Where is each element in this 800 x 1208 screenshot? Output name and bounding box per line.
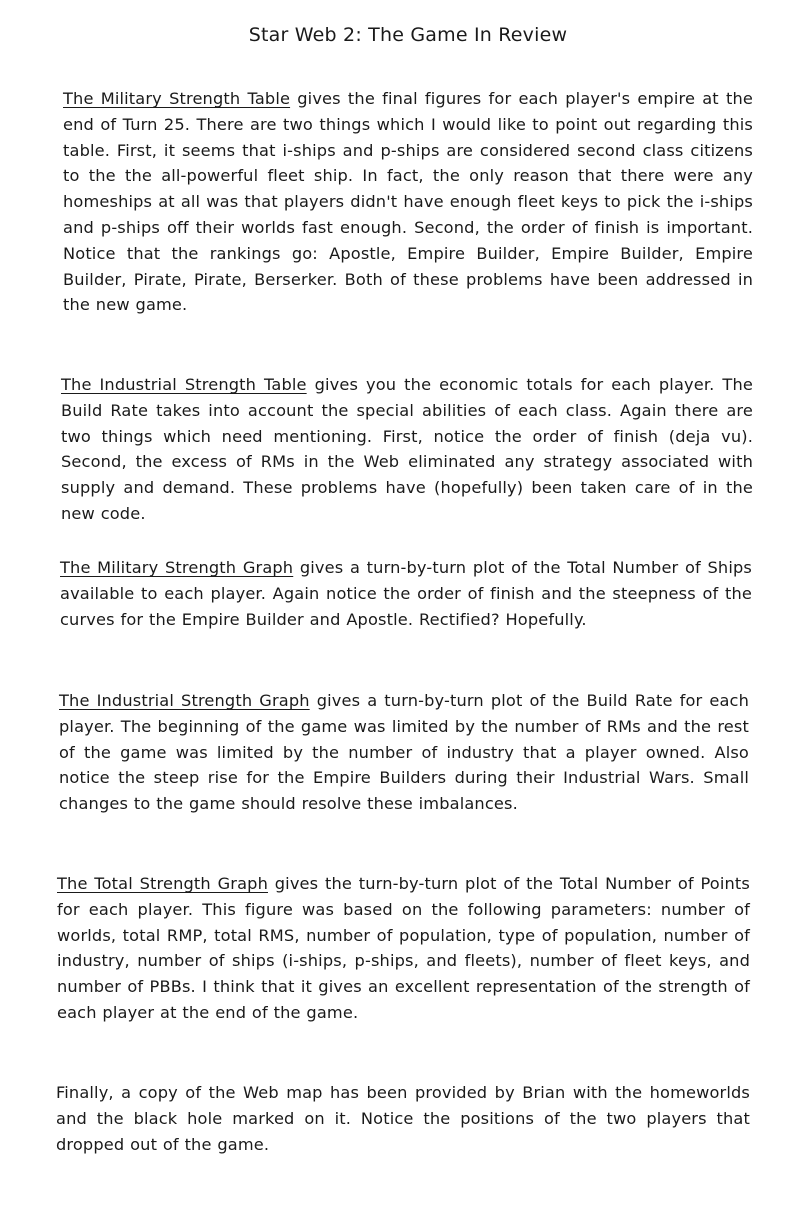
page-title: Star Web 2: The Game In Review (248, 24, 568, 46)
paragraph-body: gives a turn-by-turn plot of the Build Rate for each player. The beginning of the game was limited by the number of RMs and the rest of the game was limited by the number of industry that a player owned. Also notice the steep rise for the Empire Builders during their Industrial Wars. Small changes to the game should resolve these imbalances. (59, 691, 749, 814)
paragraph-heading: The Industrial Strength Graph (59, 691, 310, 710)
paragraph-body: Finally, a copy of the Web map has been provided by Brian with the homeworlds and the black hole marked on it. Notice the positions of the two players that dropped out of the game. (56, 1083, 750, 1154)
paragraph-military-strength-graph (60, 555, 752, 632)
paragraph-industrial-strength-graph (59, 688, 749, 817)
paragraph-heading: The Military Strength Graph (60, 558, 294, 577)
paragraph-body: gives a turn-by-turn plot of the Total Number of Ships available to each player. Again notice the order of finish and the steepness of the curves for the Empire Builder and Apostle. Rectified? Hopefully. (60, 558, 752, 629)
paragraph-heading: The Total Strength Graph (57, 874, 268, 893)
paragraph-body: gives you the economic totals for each player. The Build Rate takes into account the special abilities of each class. Again there are two things which need mentioning. First, notice the order of finish (deja vu). Second, the excess of RMs in the Web eliminated any strategy associated with supply and demand. These problems have (hopefully) been taken care of in the new code. (61, 375, 753, 523)
paragraph-web-map-note (56, 1080, 750, 1157)
paragraph-body: gives the final figures for each player's empire at the end of Turn 25. There are two things which I would like to point out regarding this table. First, it seems that i-ships and p-ships are considered second class citizens to the the all-powerful fleet ship. In fact, the only reason that there were any homeships at all was that players didn't have enough fleet keys to pick the i-ships and p-ships off their worlds fast enough. Second, the order of finish is important. Notice that the rankings go: Apostle, Empire Builder, Empire Builder, Empire Builder, Pirate, Pirate, Berserker. Both of these problems have been addressed in the new game. (63, 89, 753, 315)
paragraph-total-strength-graph (57, 871, 750, 1026)
paragraph-heading: The Industrial Strength Table (61, 375, 307, 394)
paragraph-industrial-strength-table (61, 372, 753, 527)
paragraph-heading: The Military Strength Table (63, 89, 291, 108)
paragraph-military-strength-table (63, 86, 753, 318)
paragraph-body: gives the turn-by-turn plot of the Total Number of Points for each player. This figure was based on the following parameters: number of worlds, total RMP, total RMS, number of population, type of population, number of industry, number of ships (i-ships, p-ships, and fleets), number of fleet keys, and number of PBBs. I think that it gives an excellent representation of the strength of each player at the end of the game. (57, 874, 750, 1022)
